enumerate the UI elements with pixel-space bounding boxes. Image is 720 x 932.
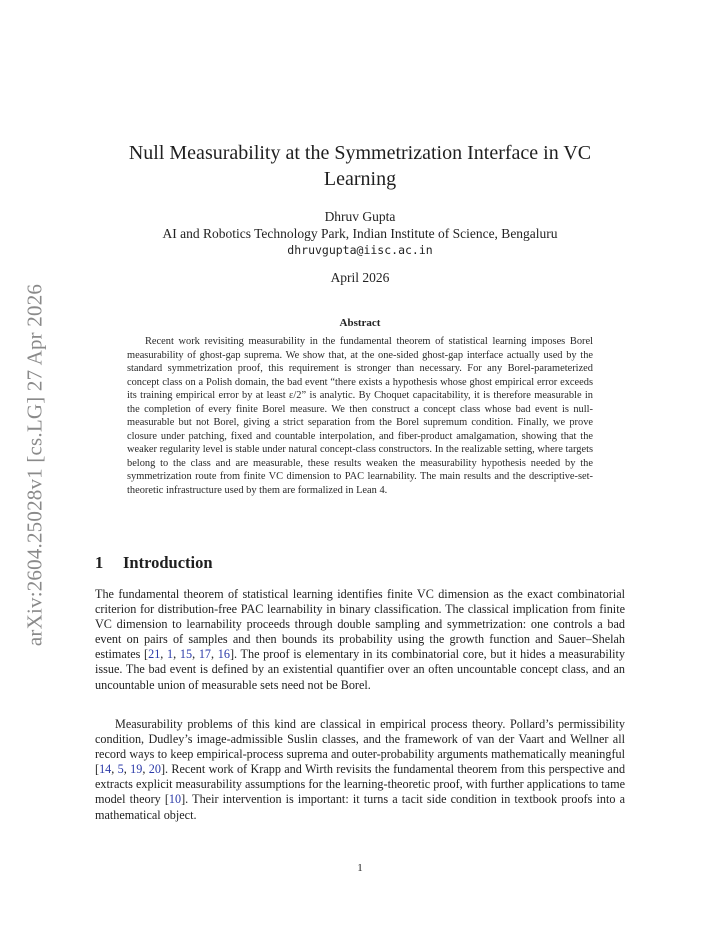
page-number: 1 [357,862,363,874]
paragraph-text: ]. Recent work of Krapp and Wirth revisits the fundamental theorem from this perspective and extracts explicit measurability assumptions for the learning-theoretic proof, with further applications to tame model theory [ [95,762,626,807]
author-email: dhruvgupta@iisc.ac.in [287,243,433,257]
abstract-heading: Abstract [339,317,381,329]
citation-link[interactable]: 1 [167,647,174,662]
citation-link[interactable]: 5 [117,762,124,777]
arxiv-identifier: arXiv:2604.25028v1 [cs.LG] 27 Apr 2026 [22,283,47,647]
citation-separator: , [192,647,199,662]
section-heading [95,553,213,573]
section-title: Introduction [123,553,213,572]
author-block [95,208,625,259]
citation-link[interactable]: 20 [148,762,161,777]
citation-link[interactable]: 16 [217,647,230,662]
citation-link[interactable]: 15 [179,647,193,662]
author-name: Dhruv Gupta [324,209,396,224]
citation-link[interactable]: 10 [168,792,182,807]
citation-separator: , [123,762,131,777]
citation-link[interactable]: 17 [198,647,212,662]
section-number: 1 [95,553,104,572]
intro-paragraph-1 [95,587,625,693]
citation-separator: , [173,647,180,662]
paragraph-text: Measurability problems of this kind are classical in empirical process theory. Pollard’s permissibility condition, Dudley’s image-admissible Suslin classes, and the framework of van der Vaart and Wellner all record ways to keep empirical-process suprema and outer-probability arguments mathematically meaningful [ [95,717,625,777]
citation-separator: , [111,762,118,777]
intro-paragraph-2 [95,717,625,823]
paper-title: Null Measurability at the Symmetrization Interface in VC Learning [128,142,592,190]
citation-link[interactable]: 14 [99,762,112,777]
citation-separator: , [211,647,218,662]
citation-separator: , [160,647,168,662]
abstract-text: Recent work revisiting measurability in the fundamental theorem of statistical learning imposes Borel measurability of ghost-gap suprema. We show that, at the one-sided ghost-gap interface actually used by the standard symmetrization proof, this requirement is stronger than necessary. For any Borel-parameterized concept class on a Polish domain, the bad event “there exists a hypothesis whose ghost empirical error exceeds its training empirical error by at least ε/2” is analytic. By Choquet capacitability, it is therefore measurable in the completion of every finite Borel measure. We then construct a concept class whose bad event is null-measurable but not Borel, giving a strict separation from the Borel supremum condition. Finally, we prove closure under patching, fixed and countable interpolation, and fiber-product amalgamation, showing that the weaker regularity level is stable under natural concept-class constructors. In the realizable setting, where targets belong to the class and are measurable, these results weaken the measurability hypothesis needed by the symmetrization route from finite VC dimension to PAC learnability. The main results and the descriptive-set-theoretic infrastructure used by them are formalized in Lean 4. [127,336,593,496]
paragraph-text: ]. The proof is elementary in its combinatorial core, but it hides a measurability issue. The bad event is defined by an existential quantifier over an often uncountable concept class, and an uncountable union of measurable sets need not be Borel. [95,647,626,692]
citation-separator: , [142,762,149,777]
publication-date: April 2026 [330,270,390,285]
paragraph-text: ]. Their intervention is important: it turns a tacit side condition in textbook proofs into a mathematical object. [95,792,625,822]
author-affiliation: AI and Robotics Technology Park, Indian Institute of Science, Bengaluru [162,226,558,241]
paragraph-text: The fundamental theorem of statistical learning identifies finite VC dimension as the exact combinatorial criterion for distribution-free PAC learnability in binary classification. The classical implication from finite VC dimension to learnability proceeds through double sampling and symmetrization: one controls a bad event on pairs of samples and then bounds its probability using the growth function and Sauer–Shelah estimates [ [95,587,625,662]
citation-link[interactable]: 21 [148,647,161,662]
citation-link[interactable]: 19 [130,762,143,777]
